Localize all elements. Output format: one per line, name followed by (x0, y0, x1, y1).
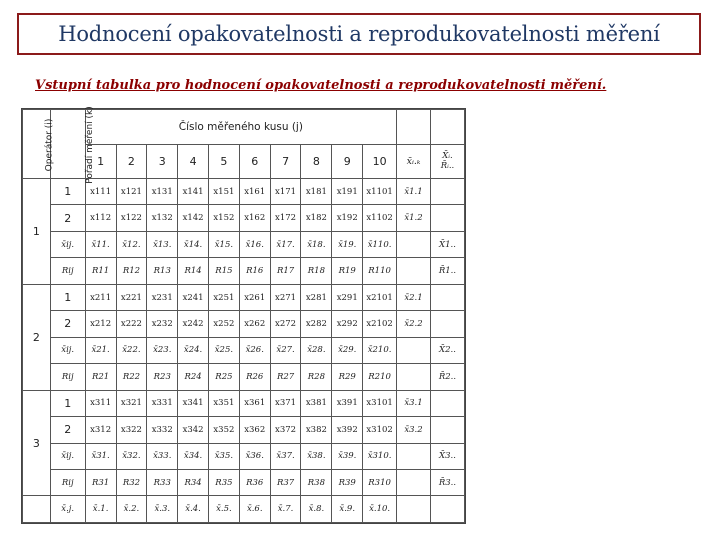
range-cell: R22 (116, 364, 147, 390)
operator-range-total: R̄2.. (430, 364, 464, 390)
header-order-text: Pořadí měření (k) (84, 105, 95, 184)
measurement-cell: x1101 (363, 179, 397, 205)
operator-range-total: R̄3.. (430, 469, 464, 495)
measurement-cell: x122 (116, 205, 147, 231)
measurement-cell: x252 (209, 311, 240, 337)
header-part-10: 10 (363, 144, 397, 179)
empty-cell (397, 496, 431, 523)
table-header-row-1 (23, 110, 465, 145)
measurement-cell: x1102 (363, 205, 397, 231)
row-mean-cell: x̄3.2 (397, 417, 431, 443)
empty-cell (397, 469, 431, 495)
range-cell: R18 (301, 258, 332, 284)
mean-cell: x̄23. (147, 337, 178, 363)
mean-cell: x̄26. (239, 337, 270, 363)
table-row-ranges (23, 364, 465, 390)
mean-cell: x̄22. (116, 337, 147, 363)
operator-mean-total: X̄2.. (430, 337, 464, 363)
mean-cell: x̄19. (332, 231, 363, 257)
part-mean-label: x̄.j. (50, 496, 85, 523)
range-cell: R13 (147, 258, 178, 284)
mean-cell: x̄31. (85, 443, 116, 469)
operator-mean-total: X̄3.. (430, 443, 464, 469)
table-body (23, 105, 465, 523)
mean-cell: x̄35. (209, 443, 240, 469)
measurement-cell: x3101 (363, 390, 397, 416)
range-cell: R28 (301, 364, 332, 390)
measurement-cell: x3102 (363, 417, 397, 443)
measurement-cell: x351 (209, 390, 240, 416)
table-row-means (23, 443, 465, 469)
mean-row-label: x̄ij. (50, 337, 85, 363)
part-mean-cell: x̄.4. (178, 496, 209, 523)
scanned-table-image (21, 105, 466, 524)
measurement-cell: x332 (147, 417, 178, 443)
measurement-cell: x291 (332, 284, 363, 310)
order-label: 1 (50, 390, 85, 416)
operator-mean-total: X̄1.. (430, 231, 464, 257)
header-part-4: 4 (178, 144, 209, 179)
measurement-cell: x191 (332, 179, 363, 205)
empty-cell (23, 496, 51, 523)
measurement-cell: x271 (270, 284, 301, 310)
measurement-cell: x391 (332, 390, 363, 416)
table-row-ranges (23, 469, 465, 495)
header-blank-2 (430, 110, 464, 145)
header-totals (430, 144, 464, 179)
measurement-cell: x261 (239, 284, 270, 310)
measurement-cell: x131 (147, 179, 178, 205)
mean-cell: x̄13. (147, 231, 178, 257)
range-cell: R310 (363, 469, 397, 495)
header-operator-text: Operátor (i) (44, 118, 55, 171)
table-row (23, 311, 465, 337)
measurement-cell: x132 (147, 205, 178, 231)
row-mean-cell: x̄2.2 (397, 311, 431, 337)
range-cell: R15 (209, 258, 240, 284)
measurement-cell: x282 (301, 311, 332, 337)
mean-cell: x̄17. (270, 231, 301, 257)
range-row-label: Rij (50, 258, 85, 284)
range-row-label: Rij (50, 469, 85, 495)
part-mean-cell: x̄.8. (301, 496, 332, 523)
measurement-cell: x142 (178, 205, 209, 231)
row-mean-cell: x̄2.1 (397, 284, 431, 310)
page-title: Hodnocení opakovatelnosti a reprodukovatelnosti měření (58, 22, 660, 46)
range-cell: R25 (209, 364, 240, 390)
range-cell: R27 (270, 364, 301, 390)
range-cell: R38 (301, 469, 332, 495)
order-label: 2 (50, 417, 85, 443)
operator-label-3: 3 (23, 390, 51, 496)
measurement-cell: x121 (116, 179, 147, 205)
part-mean-cell: x̄.10. (363, 496, 397, 523)
header-part-5: 5 (209, 144, 240, 179)
measurement-cell: x331 (147, 390, 178, 416)
part-mean-cell: x̄.6. (239, 496, 270, 523)
part-mean-cell: x̄.3. (147, 496, 178, 523)
mean-cell: x̄25. (209, 337, 240, 363)
measurement-cell: x242 (178, 311, 209, 337)
mean-cell: x̄21. (85, 337, 116, 363)
part-mean-cell: x̄.7. (270, 496, 301, 523)
measurement-cell: x281 (301, 284, 332, 310)
range-cell: R17 (270, 258, 301, 284)
header-part-2: 2 (116, 144, 147, 179)
header-part-7: 7 (270, 144, 301, 179)
header-row-mean: x̄ᵢ.ₖ (397, 144, 431, 179)
measurement-cell: x322 (116, 417, 147, 443)
header-part-number: Číslo měřeného kusu (j) (85, 110, 396, 145)
empty-cell (430, 284, 464, 310)
measurement-cell: x221 (116, 284, 147, 310)
range-cell: R34 (178, 469, 209, 495)
table-row-ranges (23, 258, 465, 284)
header-total-mean: X̄ᵢ. (442, 151, 453, 162)
measurement-cell: x392 (332, 417, 363, 443)
range-cell: R35 (209, 469, 240, 495)
empty-cell (430, 205, 464, 231)
range-cell: R14 (178, 258, 209, 284)
measurement-cell: x371 (270, 390, 301, 416)
empty-cell (397, 337, 431, 363)
measurement-cell: x381 (301, 390, 332, 416)
measurement-cell: x181 (301, 179, 332, 205)
mean-cell: x̄28. (301, 337, 332, 363)
mean-cell: x̄18. (301, 231, 332, 257)
range-cell: R110 (363, 258, 397, 284)
measurement-cell: x182 (301, 205, 332, 231)
measurement-cell: x321 (116, 390, 147, 416)
measurement-cell: x162 (239, 205, 270, 231)
measurement-cell: x112 (85, 205, 116, 231)
mean-cell: x̄310. (363, 443, 397, 469)
range-cell: R32 (116, 469, 147, 495)
measurement-cell: x222 (116, 311, 147, 337)
row-mean-cell: x̄3.1 (397, 390, 431, 416)
part-mean-cell: x̄.2. (116, 496, 147, 523)
header-part-6: 6 (239, 144, 270, 179)
measurement-cell: x152 (209, 205, 240, 231)
range-cell: R26 (239, 364, 270, 390)
range-row-label: Rij (50, 364, 85, 390)
mean-cell: x̄27. (270, 337, 301, 363)
measurement-cell: x111 (85, 179, 116, 205)
mean-cell: x̄16. (239, 231, 270, 257)
measurement-cell: x171 (270, 179, 301, 205)
mean-cell: x̄36. (239, 443, 270, 469)
table-row (23, 390, 465, 416)
range-cell: R24 (178, 364, 209, 390)
mean-cell: x̄32. (116, 443, 147, 469)
empty-cell (430, 496, 464, 523)
mean-cell: x̄29. (332, 337, 363, 363)
empty-cell (397, 364, 431, 390)
table-row-means (23, 337, 465, 363)
measurement-cell: x212 (85, 311, 116, 337)
empty-cell (397, 443, 431, 469)
table-row-part-means (23, 496, 465, 523)
mean-cell: x̄39. (332, 443, 363, 469)
measurement-cell: x2101 (363, 284, 397, 310)
mean-cell: x̄37. (270, 443, 301, 469)
range-cell: R29 (332, 364, 363, 390)
measurement-cell: x141 (178, 179, 209, 205)
measurement-cell: x231 (147, 284, 178, 310)
operator-label-2: 2 (23, 284, 51, 390)
order-label: 1 (50, 284, 85, 310)
table-row-means (23, 231, 465, 257)
title-box (17, 13, 701, 55)
mean-cell: x̄14. (178, 231, 209, 257)
measurement-cell: x361 (239, 390, 270, 416)
row-mean-cell: x̄1.1 (397, 179, 431, 205)
measurement-cell: x382 (301, 417, 332, 443)
table-row (23, 417, 465, 443)
empty-cell (430, 417, 464, 443)
row-mean-cell: x̄1.2 (397, 205, 431, 231)
measurement-cell: x232 (147, 311, 178, 337)
measurement-cell: x272 (270, 311, 301, 337)
range-cell: R21 (85, 364, 116, 390)
range-cell: R210 (363, 364, 397, 390)
empty-cell (430, 390, 464, 416)
header-total-range: R̄ᵢ.. (440, 161, 455, 172)
operator-range-total: R̄1.. (430, 258, 464, 284)
measurement-cell: x352 (209, 417, 240, 443)
table-caption: Vstupní tabulka pro hodnocení opakovatelnosti a reprodukovatelnosti měření. (35, 78, 607, 93)
empty-cell (397, 231, 431, 257)
measurement-cell: x341 (178, 390, 209, 416)
measurement-cell: x251 (209, 284, 240, 310)
range-cell: R33 (147, 469, 178, 495)
range-cell: R12 (116, 258, 147, 284)
range-cell: R37 (270, 469, 301, 495)
measurement-cell: x262 (239, 311, 270, 337)
part-mean-cell: x̄.5. (209, 496, 240, 523)
mean-cell: x̄210. (363, 337, 397, 363)
range-cell: R16 (239, 258, 270, 284)
range-cell: R11 (85, 258, 116, 284)
range-cell: R36 (239, 469, 270, 495)
mean-row-label: x̄ij. (50, 231, 85, 257)
measurement-cell: x362 (239, 417, 270, 443)
header-part-9: 9 (332, 144, 363, 179)
table-row (23, 284, 465, 310)
mean-cell: x̄11. (85, 231, 116, 257)
order-label: 2 (50, 311, 85, 337)
order-label: 1 (50, 179, 85, 205)
header-part-8: 8 (301, 144, 332, 179)
operator-label-1: 1 (23, 179, 51, 285)
order-label: 2 (50, 205, 85, 231)
measurement-cell: x311 (85, 390, 116, 416)
mean-cell: x̄12. (116, 231, 147, 257)
range-cell: R31 (85, 469, 116, 495)
measurement-cell: x192 (332, 205, 363, 231)
measurement-cell: x2102 (363, 311, 397, 337)
header-order (50, 105, 95, 184)
measurement-cell: x161 (239, 179, 270, 205)
mean-cell: x̄24. (178, 337, 209, 363)
range-cell: R39 (332, 469, 363, 495)
measurement-cell: x241 (178, 284, 209, 310)
repeatability-table (22, 105, 465, 523)
empty-cell (430, 311, 464, 337)
table-row (23, 205, 465, 231)
measurement-cell: x292 (332, 311, 363, 337)
measurement-cell: x211 (85, 284, 116, 310)
measurement-cell: x312 (85, 417, 116, 443)
header-part-3: 3 (147, 144, 178, 179)
mean-cell: x̄33. (147, 443, 178, 469)
part-mean-cell: x̄.1. (85, 496, 116, 523)
empty-cell (430, 179, 464, 205)
measurement-cell: x172 (270, 205, 301, 231)
mean-cell: x̄34. (178, 443, 209, 469)
measurement-cell: x372 (270, 417, 301, 443)
mean-row-label: x̄ij. (50, 443, 85, 469)
measurement-cell: x342 (178, 417, 209, 443)
empty-cell (397, 258, 431, 284)
part-mean-cell: x̄.9. (332, 496, 363, 523)
header-part-1: 1 (85, 144, 116, 179)
measurement-cell: x151 (209, 179, 240, 205)
header-operator (23, 110, 55, 179)
mean-cell: x̄38. (301, 443, 332, 469)
mean-cell: x̄110. (363, 231, 397, 257)
range-cell: R19 (332, 258, 363, 284)
header-blank-1 (397, 110, 431, 145)
range-cell: R23 (147, 364, 178, 390)
mean-cell: x̄15. (209, 231, 240, 257)
